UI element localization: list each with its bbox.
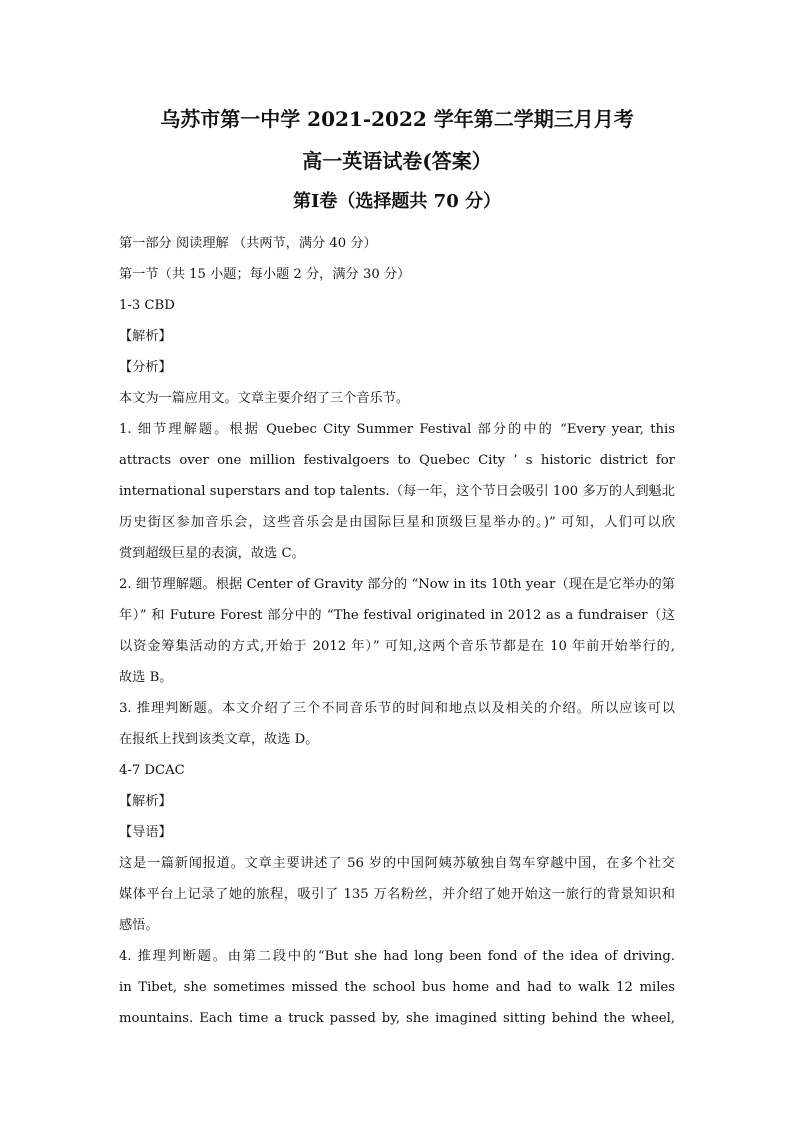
paragraph-line: 感悟。 bbox=[119, 918, 159, 933]
analysis-label: 【解析】 bbox=[119, 794, 172, 809]
paragraph-line: 3. 推理判断题。本文介绍了三个不同音乐节的时间和地点以及相关的介绍。所以应该可以 bbox=[119, 701, 675, 716]
paragraph-line: 4. 推理判断题。由第二段中的“But she had long been fond of the idea of driving. bbox=[119, 949, 675, 964]
exam-title: 乌苏市第一中学 2021-2022 学年第二学期三月月考 bbox=[160, 107, 634, 131]
guide-label: 【导语】 bbox=[119, 825, 172, 840]
section-heading: 第一节（共 15 小题；每小题 2 分，满分 30 分） bbox=[119, 267, 411, 282]
paragraph-line: 在报纸上找到该类文章，故选 D。 bbox=[119, 732, 319, 747]
analysis-label: 【解析】 bbox=[119, 329, 172, 344]
answer-key-1-3: 1-3 CBD bbox=[119, 298, 175, 313]
part-heading: 第一部分 阅读理解 （共两节，满分 40 分） bbox=[119, 236, 377, 251]
exam-subtitle: 高一英语试卷(答案） bbox=[302, 149, 492, 173]
paragraph-line: attracts over one million festivalgoers to Quebec City ’ s historic district for bbox=[119, 453, 675, 468]
paragraph-line: 本文为一篇应用文。文章主要介绍了三个音乐节。 bbox=[119, 391, 410, 406]
answer-body bbox=[119, 228, 675, 1034]
analysis-sublabel: 【分析】 bbox=[119, 360, 172, 375]
paragraph-line: 2. 细节理解题。根据 Center of Gravity 部分的 “Now in its 10th year（现在是它举办的第 bbox=[119, 577, 675, 592]
paragraph-line: 故选 B。 bbox=[119, 670, 173, 685]
section-title: 第Ⅰ卷（选择题共 70 分） bbox=[292, 191, 501, 212]
paragraph-line: 以资金筹集活动的方式,开始于 2012 年）” 可知,这两个音乐节都是在 10 年前开始举行的, bbox=[119, 639, 675, 654]
paragraph-line: 1. 细节理解题。根据 Quebec City Summer Festival 部分的中的 “Every year, this bbox=[119, 422, 675, 437]
paragraph-line: 年）” 和 Future Forest 部分中的 “The festival originated in 2012 as a fundraiser（这 bbox=[119, 608, 675, 623]
paragraph-line: 赏到超级巨星的表演，故选 C。 bbox=[119, 546, 305, 561]
answer-key-4-7: 4-7 DCAC bbox=[119, 763, 185, 778]
paragraph-line: international superstars and top talents.（每一年，这个节日会吸引 100 多万的人到魁北 bbox=[119, 484, 675, 499]
paragraph-line: 这是一篇新闻报道。文章主要讲述了 56 岁的中国阿姨苏敏独自驾车穿越中国，在多个社交 bbox=[119, 856, 675, 871]
paragraph-line: 媒体平台上记录了她的旅程，吸引了 135 万名粉丝，并介绍了她开始这一旅行的背景知识和 bbox=[119, 887, 675, 902]
paragraph-line: mountains. Each time a truck passed by, she imagined sitting behind the wheel, bbox=[119, 1011, 675, 1026]
paragraph-line: 历史街区参加音乐会，这些音乐会是由国际巨星和顶级巨星举办的。)” 可知，人们可以欣 bbox=[119, 515, 675, 530]
paragraph-line: in Tibet, she sometimes missed the school bus home and had to walk 12 miles bbox=[119, 980, 675, 995]
